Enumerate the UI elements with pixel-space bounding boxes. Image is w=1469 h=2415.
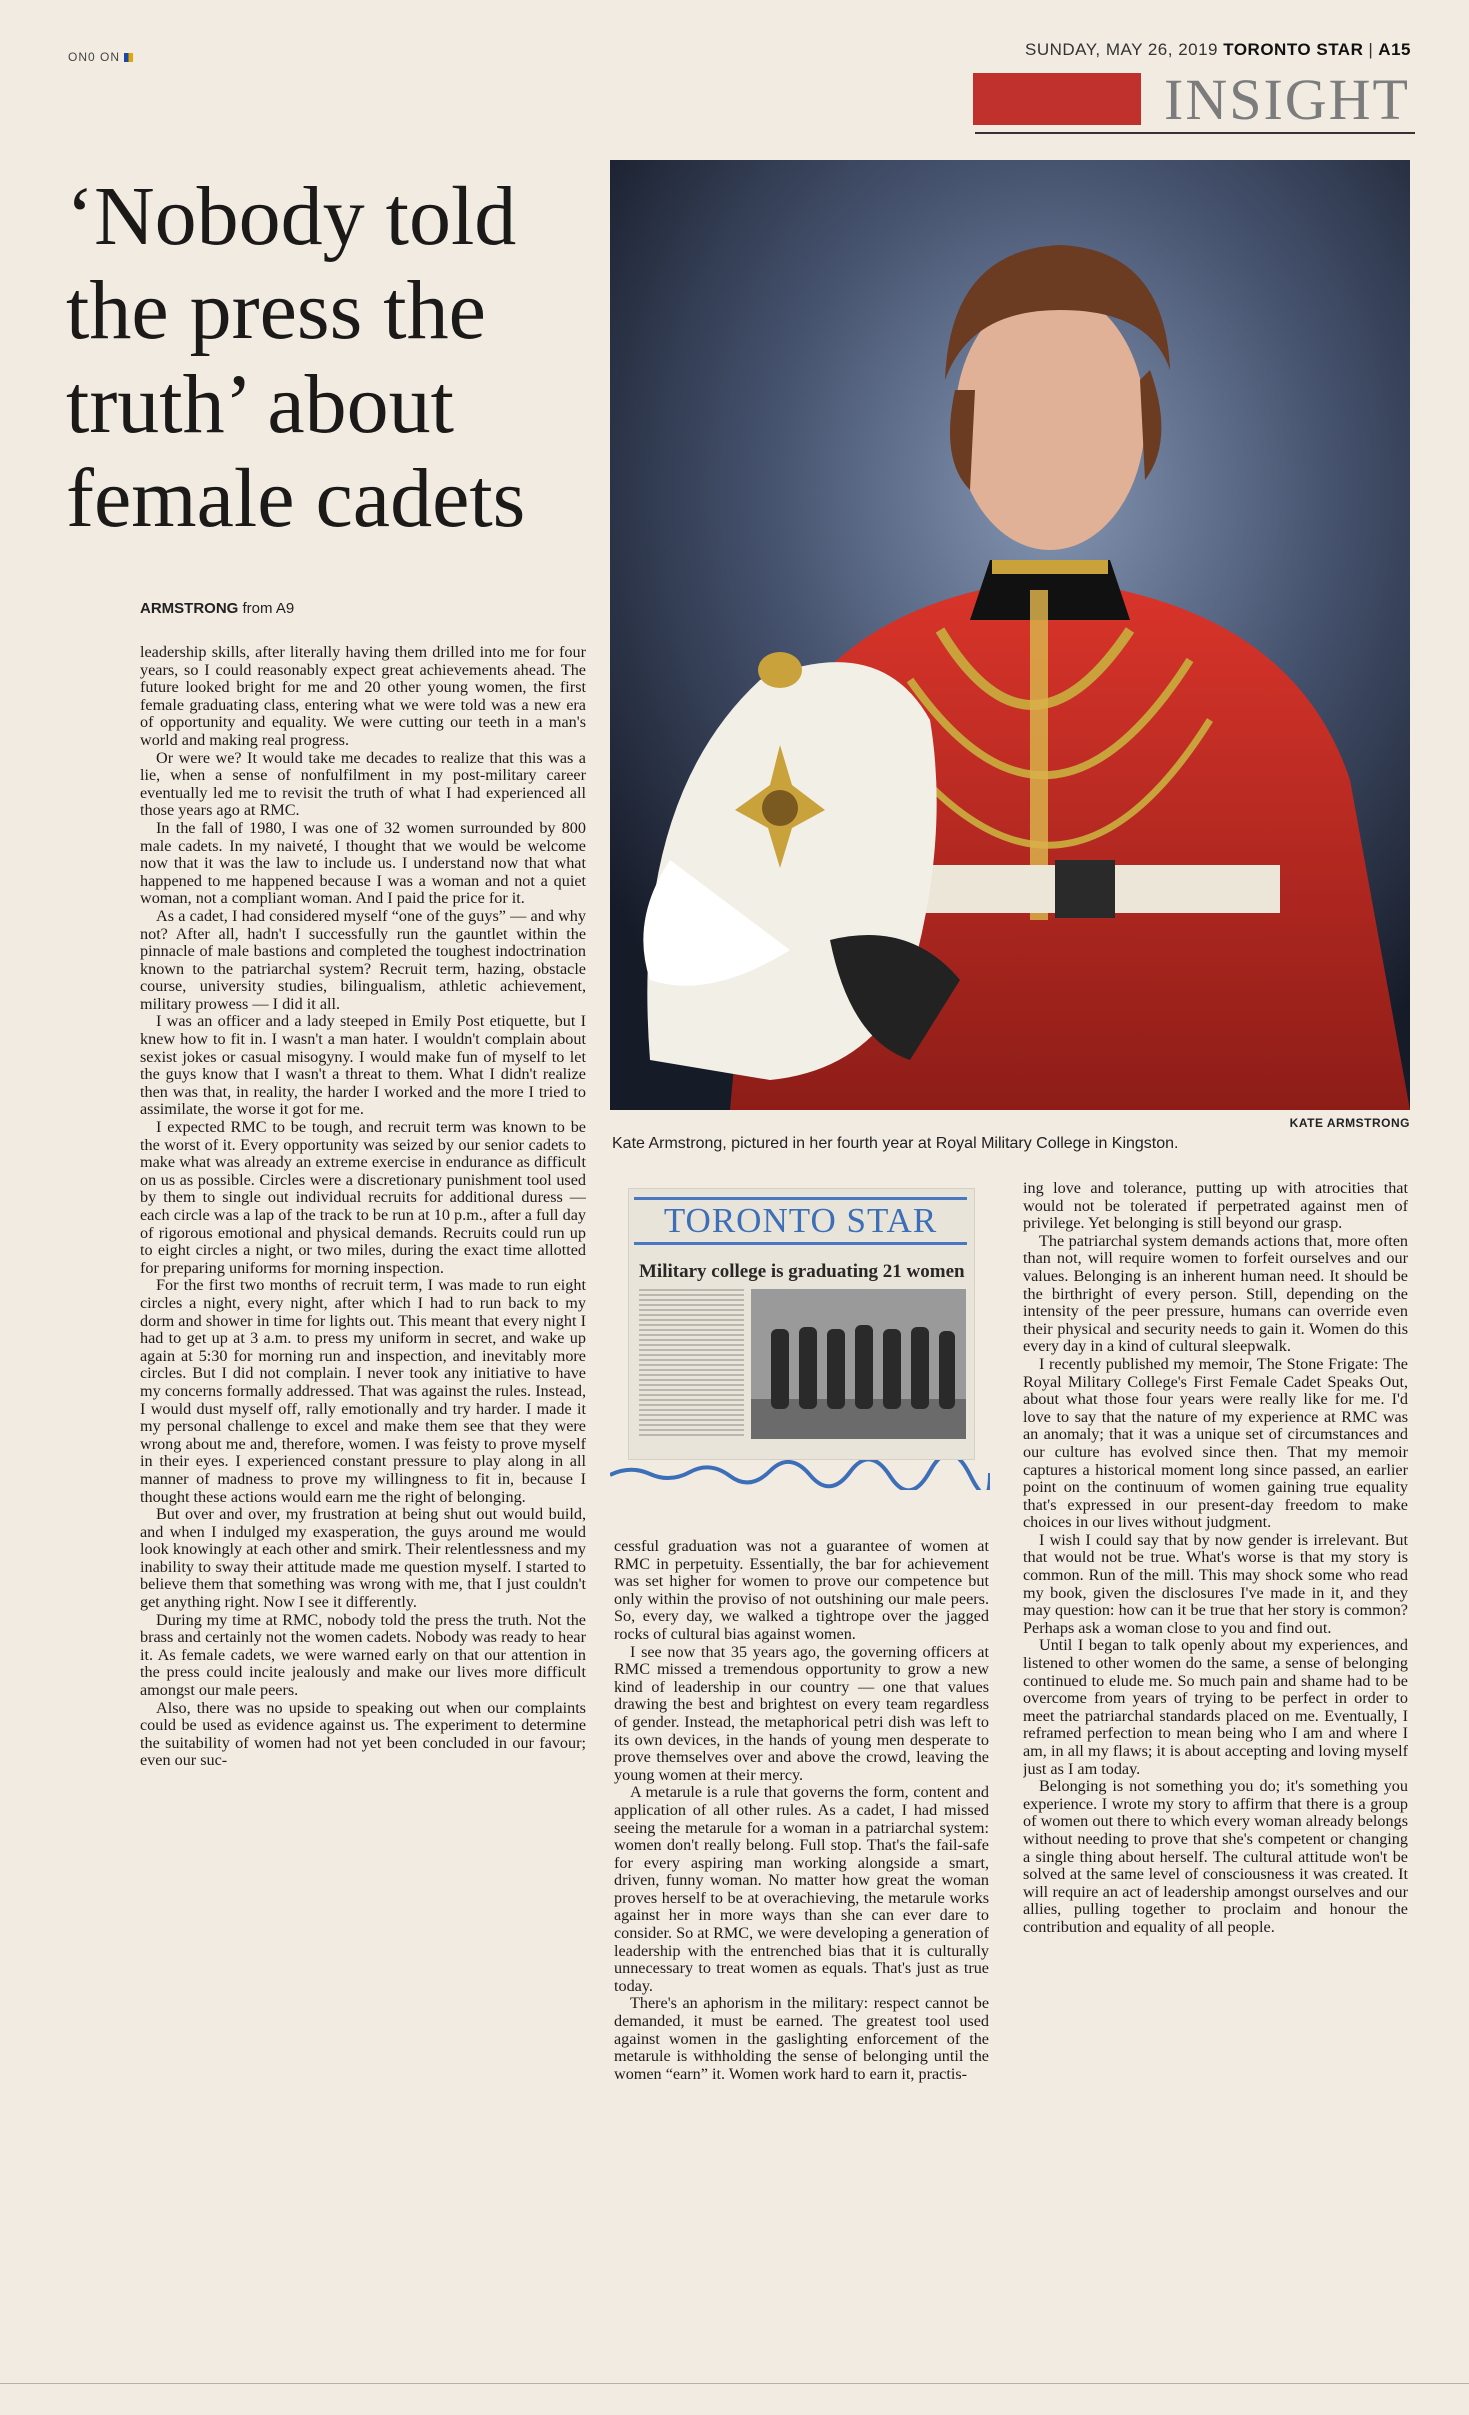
page-header: SUNDAY, MAY 26, 2019 TORONTO STAR | A15	[1025, 40, 1411, 59]
paragraph: But over and over, my frustration at being shut out would build, and when I indulged my exasperation, the guys around me would look knowingly at each other and smirk. Their relentlessness and my inability to sway their attitude made me question myself. I started to believe them that something was wrong with me, that I just couldn't get anything right. Now I see it differently.	[140, 1505, 586, 1612]
page-marker	[68, 50, 133, 64]
archive-clipping	[628, 1188, 975, 1460]
color-register-icon	[124, 53, 133, 62]
paragraph: I see now that 35 years ago, the governing officers at RMC missed a tremendous opportunity to grow a new kind of leadership in our country — one that values drawing the best and brightest on every team regardless of gender. Instead, the metaphorical petri dish was left to its own devices, in the hands of young men desperate to prove themselves over and above the crowd, leaving the young women at their mercy.	[614, 1642, 989, 1784]
section-label: INSIGHT	[1164, 67, 1410, 132]
paragraph: I was an officer and a lady steeped in Emily Post etiquette, but I knew how to fit in. I wasn't a man hater. I wouldn't complain about sexist jokes or casual misogyny. I would make fun of myself to let the guys know that I wasn't a threat to them. What I didn't realize then was that, in reality, the harder I worked and the more I tried to assimilate, the worse it got for me.	[140, 1012, 586, 1119]
paragraph: The patriarchal system demands actions that, more often than not, will require women to forfeit ourselves and our values. Belonging is an inherent human need. It should be the birthright of every person. Still, depending on the intensity of the peer pressure, humans can override even their physical and security needs to gain it. Women do this every day in a kind of cultural sleepwalk.	[1023, 1231, 1408, 1356]
header-date: SUNDAY, MAY 26, 2019	[1025, 40, 1219, 59]
paragraph: In the fall of 1980, I was one of 32 women surrounded by 800 male cadets. In my naiveté, I thought that we would be welcome now that it was the law to include us. I understand now that what happened to me happened because I was a woman and not a quiet woman, not a compliant woman. And I paid the price for it.	[140, 818, 586, 908]
paragraph: I wish I could say that by now gender is irrelevant. But that would not be true. What's worse is that my story is common. Run of the mill. This may shock some who read my book, given the disclosures I've made in it, and they may question: how can it be true that her story is common? Perhaps ask a woman close to you and find out.	[1023, 1530, 1408, 1637]
byline-jump: from A9	[242, 600, 295, 617]
portrait-photo	[610, 160, 1410, 1110]
cadets-group-illustration	[751, 1289, 966, 1439]
article-column-3	[1023, 1180, 1408, 2370]
photo-credit: KATE ARMSTRONG	[1289, 1116, 1410, 1130]
paragraph: There's an aphorism in the military: respect cannot be demanded, it must be earned. The greatest tool used against women in the gaslighting enforcement of the metarule is withholding the sense of belonging until the women “earn” it. Women work hard to earn it, practis-	[614, 1994, 989, 2083]
paragraph: For the first two months of recruit term, I was made to run eight circles a night, every night, after which I had to run back to my dorm and shower in time for lights out. This meant that every night I had to get up at 3 a.m. to press my uniform in secret, and wake up again at 5:30 for morning run and inspection, and inevitably more circles. But I did not complain. I never took any initiative to have my concerns formally addressed. That was against the rules. Instead, I would dust myself off, rally emotionally and try harder. I made it my personal challenge to excel and make them see that they were wrong about me and, therefore, women. I was feisty to prove myself in their eyes. I experienced constant pressure to play along in all manner of madness to prove my willingness to fit in, because I thought these actions would earn me the right of belonging.	[140, 1276, 586, 1506]
page-bottom-rule	[0, 2383, 1469, 2384]
portrait-illustration	[610, 160, 1410, 1110]
paragraph: A metarule is a rule that governs the form, content and application of all other rules. As a cadet, I had missed seeing the metarule for a woman in a patriarchal system: women don't really belong. Full stop. That's the fail-safe for every aspiring man working alongside a smart, driven, funny woman. No matter how great the woman proves herself to be at overachieving, the metarule works against her in more ways than she can ever dare to consider. So at RMC, we were developing a generation of leadership with the entrenched bias that it is culturally unnecessary to treat women as equals. That's just as true today.	[614, 1783, 989, 1995]
paragraph: Also, there was no upside to speaking out when our complaints could be used as evidence against us. The experiment to determine the suitability of women had not yet been concluded in our favour; even our suc-	[140, 1698, 586, 1770]
paragraph: Or were we? It would take me decades to realize that this was a lie, when a sense of nonfulfilment in my post-military career eventually led me to revisit the truth of what I had experienced all those years ago at RMC.	[140, 748, 586, 820]
header-paper-name: TORONTO STAR	[1223, 40, 1364, 59]
section-color-bar	[973, 73, 1141, 125]
paragraph: During my time at RMC, nobody told the press the truth. Not the brass and certainly not the women cadets. Nobody was ready to hear it. As female cadets, we were warned early on that our attention in the press could incite jealously and make our lives more difficult amongst our male peers.	[140, 1610, 586, 1700]
page-marker-text: ON0 ON	[68, 50, 121, 64]
paragraph: cessful graduation was not a guarantee of women at RMC in perpetuity. Essentially, the bar for achievement was set higher for women to prove our competence but only within the proviso of not outshining our male peers. So, every day, we walked a tightrope over the jagged rocks of cultural bias against women.	[614, 1538, 989, 1643]
torn-edge	[610, 1460, 990, 1490]
article-byline	[140, 600, 294, 617]
paragraph: As a cadet, I had considered myself “one of the guys” — and why not? After all, hadn't I successfully run the gauntlet within the pinnacle of male bastions and completed the toughest indoctrination known to the patriarchal system? Recruit term, hazing, obstacle course, university studies, bilingualism, athletic achievement, military prowess — I did it all.	[140, 906, 586, 1013]
paragraph: leadership skills, after literally having them drilled into me for four years, so I could reasonably expect great achievements ahead. The future looked bright for me and 20 other young women, the first female graduating class, entering what we were told was a new era of opportunity and equality. We were cutting our teeth in a man's world and making real progress.	[140, 644, 586, 749]
paragraph: ing love and tolerance, putting up with atrocities that would not be tolerated if perpetrated against men of privilege. Yet belonging is still beyond our grasp.	[1023, 1180, 1408, 1233]
clipping-masthead: TORONTO STAR	[634, 1197, 967, 1245]
paragraph: Belonging is not something you do; it's something you experience. I wrote my story to affirm that there is a group of women out there to which every woman already belongs without needing to prove that she's competent or changing a single thing about herself. The cultural attitude won't be solved at the same level of consciousness it was created. It will require an act of leadership amongst ourselves and our allies, pulling together to proclaim and honour the contribution and equality of all people.	[1023, 1777, 1408, 1936]
paragraph: I recently published my memoir, The Stone Frigate: The Royal Military College's First Female Cadet Speaks Out, about what those four years were really like for me. I'd love to say that the nature of my experience at RMC was an anomaly; that it was a unique set of circumstances and our culture has evolved since then. That my memoir captures a historical moment long since passed, an earlier point on the continuum of women gaining true equality that's expressed in our present-day freedom to make choices in our lives without judgment.	[1023, 1354, 1408, 1532]
clipping-photo	[751, 1289, 966, 1439]
photo-caption: Kate Armstrong, pictured in her fourth year at Royal Military College in Kingston.	[612, 1135, 1179, 1152]
section-rule	[975, 132, 1415, 134]
paragraph: I expected RMC to be tough, and recruit term was known to be the worst of it. Every opportunity was seized by our senior cadets to make what was already an extreme exercise in endurance as difficult on us as possible. Circles were a discretionary punishment tool used by them to single out individual recruits for additional duress — each circle was a lap of the track to be run at 10 p.m., after a full day of rigorous emotional and physical demands. Recruits could run up to eight circles a night, or two miles, during the exact time allotted for preparing uniforms for morning inspection.	[140, 1118, 586, 1277]
paragraph: Until I began to talk openly about my experiences, and listened to other women do the same, a sense of belonging continued to elude me. So much pain and shame had to be overcome from years of trying to be perfect in order to meet the patriarchal standards placed on me. Eventually, I reframed perfection to mean being who I am and where I am, in all my flaws; it is about accepting and loving myself just as I am today.	[1023, 1636, 1408, 1778]
clipping-headline: Military college is graduating 21 women	[639, 1261, 965, 1282]
clipping-text-block	[639, 1289, 744, 1439]
article-column-1	[140, 644, 586, 2369]
header-page-number: A15	[1378, 40, 1411, 59]
byline-name: ARMSTRONG	[140, 600, 239, 617]
article-column-2	[614, 1538, 989, 2368]
article-headline: ‘Nobody told the press the truth’ about female cadets	[66, 170, 526, 545]
clipping-body	[639, 1289, 964, 1439]
